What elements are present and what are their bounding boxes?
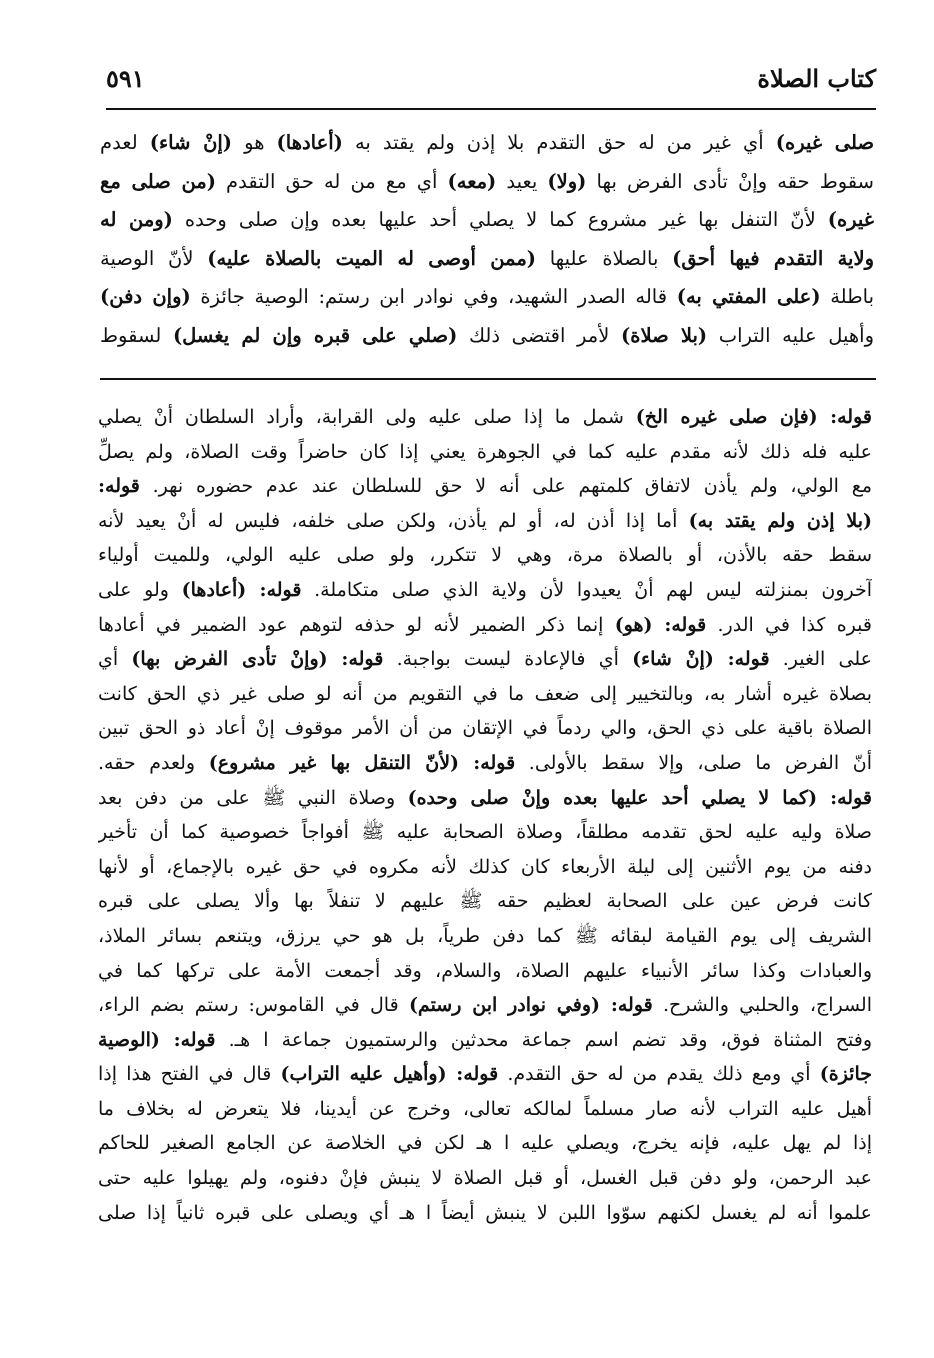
text-segment: ولو على <box>98 578 182 601</box>
commentary-line <box>98 1057 872 1092</box>
text-segment: أي غير من له حق التقدم بلا إذن ولم يقتد به <box>342 131 776 154</box>
main-text-line <box>100 240 874 279</box>
bold-segment: (بلا صلاة) <box>621 323 708 347</box>
commentary-line <box>98 850 872 885</box>
text-segment: لأمر اقتضى ذلك <box>457 323 621 347</box>
text-segment: إنما ذكر الضمير لأنه لو حذفه لتوهم عود الضمير في أعادها <box>98 613 615 636</box>
header-rule <box>106 108 876 110</box>
text-segment: سقوط حقه وإنْ تأدى الفرض بها <box>586 169 874 193</box>
text-segment: باطلة <box>820 285 874 309</box>
text-segment: عليه فله ذلك لأنه مقدم عليه كما في الجوهرة يعني إذا كان حاضراً وقت الصلاة، ولم يصلِّ <box>98 440 872 463</box>
text-segment: قال في الفتح هذا إذا <box>98 1063 281 1086</box>
text-segment: أي ومع ذلك يقدم من له حق التقدم. <box>498 1063 820 1086</box>
commentary-line <box>98 1161 872 1196</box>
bold-segment: قوله: (إنْ شاء) <box>632 648 770 671</box>
bold-segment: قوله: (وإنْ تأدى الفرض بها) <box>131 648 384 671</box>
text-segment: إذا لم يهل عليه، فإنه يخرج، ويصلي عليه ا هـ لكن في الخلاصة عن الجامع الصغير للحاكم <box>98 1132 872 1155</box>
commentary-line <box>98 538 872 573</box>
text-segment: أهيل عليه التراب لأنه صار مسلماً لمالكه تعالى، وخرج عن أيدينا، فلا يتعرض له بخلاف ما <box>98 1097 872 1120</box>
commentary-line <box>98 435 872 470</box>
bold-segment: صلى غيره) <box>775 131 874 154</box>
running-title: كتاب الصلاة <box>757 64 876 93</box>
text-segment: قاله الصدر الشهيد، وفي نوادر ابن رستم: الوصية جائزة <box>190 285 677 309</box>
text-segment: هو <box>232 131 277 154</box>
text-segment: دفنه من يوم الأثنين إلى ليلة الأربعاء كان كذلك لأنه مكروه في حق غيره بالإجماع، أو لأنها <box>98 855 872 878</box>
commentary-line <box>98 815 872 850</box>
text-segment: مع الولي، ولم يأذن لاتفاق كلمتهم على أنه لا حق للسلطان عند عدم حضوره نهر. <box>139 475 872 498</box>
commentary-block <box>98 400 872 1230</box>
commentary-line <box>98 711 872 746</box>
text-segment: أي مع من له حق التقدم <box>215 169 448 193</box>
main-text-line <box>100 201 874 240</box>
bold-segment: قوله: (كما لا يصلي أحد عليها بعده وإنْ صلى وحده) <box>407 786 872 809</box>
bold-segment: جائزة) <box>819 1063 872 1086</box>
bold-segment: (ممن أوصى له الميت بالصلاة عليه) <box>207 246 536 270</box>
text-segment: وفتح المثناة فوق، وقد تضم اسم جماعة محدثين والرستميون جماعة ا هـ. <box>215 1028 872 1051</box>
commentary-line <box>98 608 872 643</box>
main-text-block <box>100 124 874 356</box>
text-segment: أي <box>98 648 132 671</box>
text-segment: أما إذا أذن له، أو لم يأذن، ولكن صلى خلفه، فليس له أنْ يعيد لأنه <box>98 509 689 532</box>
text-segment: شمل ما إذا صلى عليه ولى القرابة، وأراد السلطان أنْ يصلي <box>98 406 636 428</box>
main-text-line <box>100 124 874 163</box>
commentary-line <box>98 1023 872 1058</box>
bold-segment: (وإن دفن) <box>100 285 191 309</box>
bold-segment: (فإن صلى غيره الخ) <box>635 406 818 428</box>
text-segment: قال في القاموس: رستم بضم الراء، <box>98 994 409 1017</box>
page-header <box>106 62 876 102</box>
commentary-line <box>98 1196 872 1231</box>
commentary-line <box>98 884 872 919</box>
text-segment: بصلاة غيره أشار به، وبالتخيير إلى ضعف ما في التقويم من أنه لو صلى غير ذي الحق كانت <box>98 682 872 705</box>
commentary-line <box>98 677 872 712</box>
commentary-line <box>98 954 872 989</box>
bold-segment: (ولا) <box>547 169 587 193</box>
bold-segment: قوله: (الوصية <box>98 1028 216 1051</box>
bold-segment: قوله: (لأنّ التنقل بها غير مشروع) <box>208 751 516 774</box>
commentary-line <box>98 919 872 954</box>
text-segment: لأنّ الوصية <box>100 246 208 270</box>
bold-segment: غيره) <box>827 208 874 232</box>
commentary-line <box>98 469 872 504</box>
bold-segment: (إنْ شاء) <box>149 131 233 154</box>
text-segment: سقط حقه بالأذن، أو بالصلاة مرة، وهي لا تتكرر، ولو صلى عليه الولي، وللميت أولياء <box>98 544 872 567</box>
commentary-line <box>98 1092 872 1127</box>
commentary-line <box>98 988 872 1023</box>
text-segment: والعبادات وكذا سائر الأنبياء عليهم الصلاة، والسلام، وقد أجمعت الأمة على تركها كما في <box>98 959 872 982</box>
bold-segment: قوله: (هو) <box>614 613 707 636</box>
text-segment: لأنّ التنفل بها غير مشروع كما لا يصلي أحد عليها بعده وإن صلى وحده <box>172 208 828 232</box>
bold-segment: قوله: <box>98 475 140 498</box>
text-segment: السراج، والحلبي والشرح. <box>652 994 872 1017</box>
main-text-line <box>100 317 874 356</box>
text-segment: على الغير. <box>769 648 872 671</box>
commentary-line <box>98 781 872 816</box>
commentary-line <box>98 1126 872 1161</box>
main-text-line <box>100 163 874 202</box>
page-number: ٥٩١ <box>106 64 145 93</box>
bold-segment: قوله: (وأهيل عليه التراب) <box>280 1063 499 1086</box>
text-segment: لسقوط <box>100 323 173 347</box>
bold-segment: (أعادها) <box>276 131 343 154</box>
bold-segment: (على المفتي به) <box>676 285 821 309</box>
main-text-line <box>100 278 874 317</box>
text-segment: كانت فرض عين على الصحابة لعظيم حقه ﷺ عليهم لا تنفلاً بها وألا يصلى على قبره <box>98 890 872 913</box>
footnote-separator-rule <box>100 378 876 380</box>
bold-segment: (معه) <box>447 169 497 193</box>
text-segment: بالصلاة عليها <box>536 246 673 270</box>
commentary-line <box>98 573 872 608</box>
text-segment: وصلاة النبي ﷺ على من دفن بعد <box>98 786 408 809</box>
bold-segment: ولاية التقدم فيها أحق) <box>672 246 874 270</box>
text-segment: علموا أنه لم يغسل لكنهم سوّوا اللبن لا ينبش أيضاً ا هـ أي ويصلى على قبره ثانياً إذا صلى <box>98 1201 872 1224</box>
bold-segment: قوله: <box>817 406 872 428</box>
text-segment: لعدم <box>100 131 150 154</box>
text-segment: صلاة وليه عليه لحق تقدمه مطلقاً، وصلاة الصحابة عليه ﷺ أفواجاً خصوصية كما أن تأخير <box>98 821 872 844</box>
bold-segment: (من صلى مع <box>100 169 216 193</box>
text-segment: عبد الرحمن، ولو دفن قبل الغسل، أو قبل الصلاة لا ينبش فإنْ دفنوه، ولم يهيلوا عليه حتى <box>98 1167 872 1190</box>
bold-segment: (صلي على قبره وإن لم يغسل) <box>172 323 458 347</box>
text-segment: قبره كذا في الدر. <box>706 613 872 636</box>
text-segment: وأهيل عليه التراب <box>707 323 874 347</box>
text-segment: آخرون بمنزلته ليس لهم أنْ يعيدوا لأن ولاية الذي صلى متكاملة. <box>301 578 872 601</box>
commentary-line <box>98 746 872 781</box>
text-segment: أي فالإعادة ليست بواجبة. <box>383 648 633 671</box>
bold-segment: قوله: (وفي نوادر ابن رستم) <box>408 994 653 1017</box>
bold-segment: (بلا إذن ولم يقتد به) <box>688 509 872 532</box>
commentary-line <box>98 642 872 677</box>
text-segment: الصلاة باقية على ذي الحق، والي ردماً في الإتقان من أن الأمر موقوف إنْ أعاد ذو الحق تبين <box>98 717 872 740</box>
bold-segment: (ومن له <box>100 208 173 232</box>
commentary-line <box>98 504 872 539</box>
text-segment: ولعدم حقه. <box>98 751 209 774</box>
bold-segment: قوله: (أعادها) <box>181 578 302 601</box>
text-segment: الشريف إلى يوم القيامة لبقائه ﷺ كما دفن طرياً، بل هو حي يرزق، ويتنعم بسائر الملاذ، <box>98 924 872 947</box>
commentary-line <box>98 400 872 435</box>
text-segment: يعيد <box>496 169 548 193</box>
text-segment: أنّ الفرض ما صلى، وإلا سقط بالأولى. <box>515 751 872 774</box>
